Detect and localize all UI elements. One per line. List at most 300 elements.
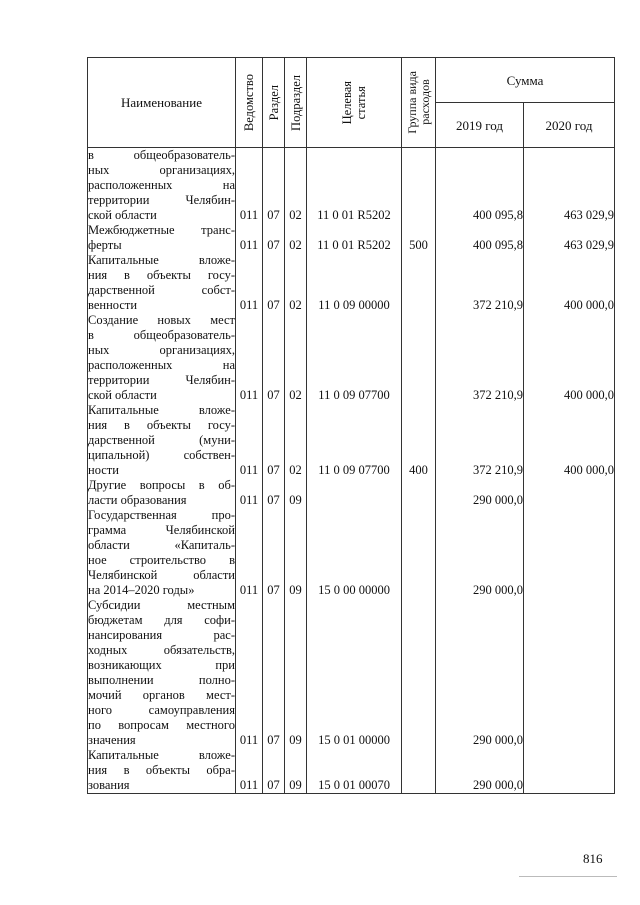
row-group xyxy=(402,373,436,388)
row-sum-2020 xyxy=(524,718,615,733)
table-row xyxy=(88,388,615,403)
row-razdel xyxy=(263,688,285,703)
row-razdel xyxy=(263,568,285,583)
row-target xyxy=(307,403,402,418)
table-row xyxy=(88,718,615,733)
row-vedomstvo: 011 xyxy=(236,733,263,748)
row-sum-2020 xyxy=(524,283,615,298)
row-razdel xyxy=(263,283,285,298)
row-razdel xyxy=(263,268,285,283)
table-row xyxy=(88,508,615,523)
table-row xyxy=(88,328,615,343)
row-razdel xyxy=(263,403,285,418)
row-name-line: ния в объекты госу- xyxy=(88,268,235,282)
row-sum-2020 xyxy=(524,553,615,568)
table-row xyxy=(88,703,615,718)
row-sum-2019 xyxy=(436,643,524,658)
table-row xyxy=(88,583,615,598)
row-podrazdel: 09 xyxy=(285,583,307,598)
row-razdel xyxy=(263,538,285,553)
row-sum-2020 xyxy=(524,748,615,763)
row-podrazdel xyxy=(285,358,307,373)
row-target xyxy=(307,178,402,193)
row-vedomstvo xyxy=(236,673,263,688)
row-vedomstvo xyxy=(236,508,263,523)
row-sum-2019 xyxy=(436,268,524,283)
row-razdel xyxy=(263,508,285,523)
row-razdel xyxy=(263,343,285,358)
row-sum-2019: 290 000,0 xyxy=(436,733,524,748)
row-target xyxy=(307,448,402,463)
row-name-line: Государственная про- xyxy=(88,508,235,522)
row-name-line: территории Челябин- xyxy=(88,193,235,207)
row-target: 15 0 01 00000 xyxy=(307,733,402,748)
table-row xyxy=(88,163,615,178)
row-razdel: 07 xyxy=(263,238,285,253)
row-podrazdel xyxy=(285,223,307,238)
row-sum-2020 xyxy=(524,448,615,463)
row-vedomstvo xyxy=(236,253,263,268)
row-sum-2019: 290 000,0 xyxy=(436,583,524,598)
row-group xyxy=(402,178,436,193)
row-razdel xyxy=(263,253,285,268)
row-podrazdel: 02 xyxy=(285,388,307,403)
row-vedomstvo: 011 xyxy=(236,778,263,794)
row-name-line: значения xyxy=(88,733,236,748)
row-target xyxy=(307,478,402,493)
row-podrazdel: 09 xyxy=(285,778,307,794)
row-sum-2020 xyxy=(524,643,615,658)
row-razdel xyxy=(263,148,285,164)
header-year-2020: 2020 год xyxy=(524,103,615,148)
row-sum-2020 xyxy=(524,148,615,164)
row-target: 11 0 01 R5202 xyxy=(307,238,402,253)
row-sum-2019 xyxy=(436,328,524,343)
row-vedomstvo xyxy=(236,598,263,613)
row-podrazdel xyxy=(285,313,307,328)
row-sum-2019: 372 210,9 xyxy=(436,463,524,478)
row-name-line: Капитальные вложе- xyxy=(88,403,235,417)
row-podrazdel xyxy=(285,268,307,283)
row-target xyxy=(307,523,402,538)
row-vedomstvo: 011 xyxy=(236,493,263,508)
row-target: 11 0 01 R5202 xyxy=(307,208,402,223)
row-sum-2019 xyxy=(436,313,524,328)
row-group xyxy=(402,358,436,373)
row-podrazdel xyxy=(285,553,307,568)
row-group xyxy=(402,223,436,238)
row-vedomstvo xyxy=(236,448,263,463)
row-target xyxy=(307,358,402,373)
row-razdel xyxy=(263,613,285,628)
row-sum-2019 xyxy=(436,358,524,373)
row-podrazdel xyxy=(285,508,307,523)
row-group xyxy=(402,478,436,493)
table-row xyxy=(88,628,615,643)
row-razdel xyxy=(263,448,285,463)
row-razdel xyxy=(263,433,285,448)
header-razdel: Раздел xyxy=(263,58,285,148)
row-group xyxy=(402,388,436,403)
row-group xyxy=(402,298,436,313)
row-name-line: области «Капиталь- xyxy=(88,538,235,552)
table-row xyxy=(88,418,615,433)
row-name-line: Капитальные вложе- xyxy=(88,748,235,762)
row-sum-2019 xyxy=(436,178,524,193)
row-vedomstvo xyxy=(236,748,263,763)
row-vedomstvo xyxy=(236,328,263,343)
row-sum-2020: 400 000,0 xyxy=(524,463,615,478)
row-sum-2019 xyxy=(436,748,524,763)
row-vedomstvo: 011 xyxy=(236,238,263,253)
row-sum-2019 xyxy=(436,478,524,493)
row-podrazdel xyxy=(285,673,307,688)
row-target xyxy=(307,313,402,328)
row-podrazdel xyxy=(285,538,307,553)
table-row xyxy=(88,733,615,748)
row-razdel xyxy=(263,178,285,193)
row-sum-2019: 290 000,0 xyxy=(436,778,524,794)
row-sum-2020 xyxy=(524,343,615,358)
row-sum-2020 xyxy=(524,598,615,613)
row-target: 11 0 09 07700 xyxy=(307,463,402,478)
row-razdel xyxy=(263,643,285,658)
table-row xyxy=(88,178,615,193)
row-name-line: ных организациях, xyxy=(88,343,235,357)
row-name-line: бюджетам для софи- xyxy=(88,613,235,627)
row-vedomstvo xyxy=(236,268,263,283)
row-name-line: ферты xyxy=(88,238,236,253)
row-podrazdel xyxy=(285,703,307,718)
header-group: Группа вида расходов xyxy=(402,58,436,148)
row-sum-2020 xyxy=(524,538,615,553)
row-name-line: ласти образования xyxy=(88,493,236,508)
row-razdel: 07 xyxy=(263,298,285,313)
row-group xyxy=(402,163,436,178)
row-vedomstvo: 011 xyxy=(236,208,263,223)
row-vedomstvo xyxy=(236,538,263,553)
row-target xyxy=(307,673,402,688)
table-row xyxy=(88,253,615,268)
row-vedomstvo xyxy=(236,718,263,733)
table-row xyxy=(88,613,615,628)
row-name-line: выполнении полно- xyxy=(88,673,235,687)
row-razdel xyxy=(263,628,285,643)
table-row xyxy=(88,688,615,703)
row-sum-2019: 372 210,9 xyxy=(436,298,524,313)
row-podrazdel xyxy=(285,148,307,164)
row-podrazdel xyxy=(285,178,307,193)
row-podrazdel: 02 xyxy=(285,463,307,478)
row-podrazdel xyxy=(285,748,307,763)
row-podrazdel xyxy=(285,253,307,268)
row-target xyxy=(307,508,402,523)
row-target xyxy=(307,643,402,658)
row-target xyxy=(307,433,402,448)
row-razdel xyxy=(263,763,285,778)
row-podrazdel xyxy=(285,688,307,703)
row-vedomstvo xyxy=(236,163,263,178)
row-razdel xyxy=(263,223,285,238)
row-group xyxy=(402,673,436,688)
table-row xyxy=(88,223,615,238)
row-group xyxy=(402,283,436,298)
row-group xyxy=(402,703,436,718)
row-sum-2019: 400 095,8 xyxy=(436,208,524,223)
row-razdel xyxy=(263,523,285,538)
row-group xyxy=(402,718,436,733)
row-sum-2019 xyxy=(436,163,524,178)
row-target: 11 0 09 07700 xyxy=(307,388,402,403)
table-header xyxy=(88,58,615,148)
row-target xyxy=(307,163,402,178)
row-group xyxy=(402,538,436,553)
row-razdel xyxy=(263,193,285,208)
row-sum-2020 xyxy=(524,418,615,433)
row-name-line: нансирования рас- xyxy=(88,628,235,642)
row-vedomstvo xyxy=(236,523,263,538)
row-sum-2019 xyxy=(436,718,524,733)
row-name-line: в общеобразователь- xyxy=(88,148,235,162)
row-group: 500 xyxy=(402,238,436,253)
row-podrazdel xyxy=(285,373,307,388)
row-vedomstvo xyxy=(236,688,263,703)
row-sum-2020 xyxy=(524,328,615,343)
row-sum-2019 xyxy=(436,448,524,463)
row-razdel xyxy=(263,703,285,718)
row-sum-2019 xyxy=(436,373,524,388)
row-name-line: ное строительство в xyxy=(88,553,235,567)
row-group xyxy=(402,268,436,283)
row-target xyxy=(307,343,402,358)
row-sum-2020 xyxy=(524,178,615,193)
row-target xyxy=(307,703,402,718)
row-name-line: в общеобразователь- xyxy=(88,328,235,342)
table-row xyxy=(88,358,615,373)
row-target xyxy=(307,283,402,298)
row-sum-2019 xyxy=(436,763,524,778)
row-razdel xyxy=(263,553,285,568)
row-razdel xyxy=(263,658,285,673)
table-row xyxy=(88,778,615,794)
row-sum-2020 xyxy=(524,163,615,178)
row-name-line: ходных обязательств, xyxy=(88,643,235,657)
row-sum-2019 xyxy=(436,283,524,298)
row-name-line: ния в объекты обра- xyxy=(88,763,235,777)
row-group xyxy=(402,523,436,538)
row-name-line: территории Челябин- xyxy=(88,373,235,387)
row-sum-2020: 463 029,9 xyxy=(524,238,615,253)
row-name-line: дарственной собст- xyxy=(88,283,235,297)
budget-table xyxy=(87,57,615,794)
table-row xyxy=(88,283,615,298)
row-podrazdel xyxy=(285,193,307,208)
table-row xyxy=(88,763,615,778)
header-year-2019: 2019 год xyxy=(436,103,524,148)
row-sum-2020: 400 000,0 xyxy=(524,298,615,313)
row-razdel xyxy=(263,748,285,763)
table-row xyxy=(88,148,615,164)
row-sum-2020 xyxy=(524,628,615,643)
header-vedomstvo: Ведомство xyxy=(236,58,263,148)
row-target xyxy=(307,613,402,628)
row-sum-2019 xyxy=(436,673,524,688)
row-target xyxy=(307,658,402,673)
row-sum-2019 xyxy=(436,418,524,433)
row-razdel xyxy=(263,478,285,493)
row-vedomstvo: 011 xyxy=(236,298,263,313)
page-number: 816 xyxy=(583,851,603,866)
row-vedomstvo xyxy=(236,658,263,673)
row-group xyxy=(402,343,436,358)
row-target xyxy=(307,598,402,613)
row-group: 400 xyxy=(402,463,436,478)
table-row xyxy=(88,553,615,568)
row-name-line: по вопросам местного xyxy=(88,718,235,732)
row-vedomstvo xyxy=(236,433,263,448)
row-target xyxy=(307,568,402,583)
header-target: Целевая статья xyxy=(307,58,402,148)
row-name-line: Другие вопросы в об- xyxy=(88,478,235,492)
row-sum-2020 xyxy=(524,403,615,418)
row-group xyxy=(402,313,436,328)
table-row xyxy=(88,673,615,688)
table-row xyxy=(88,748,615,763)
row-group xyxy=(402,433,436,448)
table-row xyxy=(88,193,615,208)
table-row xyxy=(88,463,615,478)
row-vedomstvo xyxy=(236,553,263,568)
row-vedomstvo xyxy=(236,478,263,493)
row-vedomstvo xyxy=(236,313,263,328)
row-name-line: зования xyxy=(88,778,236,794)
row-podrazdel xyxy=(285,598,307,613)
row-target xyxy=(307,373,402,388)
row-name-line: Челябинской области xyxy=(88,568,235,582)
row-razdel xyxy=(263,418,285,433)
row-name-line: ской области xyxy=(88,208,236,223)
row-name-line: ципальной) собствен- xyxy=(88,448,235,462)
row-name-line: расположенных на xyxy=(88,358,235,372)
row-sum-2019 xyxy=(436,343,524,358)
row-vedomstvo xyxy=(236,148,263,164)
row-podrazdel xyxy=(285,763,307,778)
row-vedomstvo xyxy=(236,343,263,358)
row-podrazdel xyxy=(285,163,307,178)
row-group xyxy=(402,403,436,418)
table-row xyxy=(88,298,615,313)
row-target xyxy=(307,268,402,283)
row-target xyxy=(307,553,402,568)
row-target xyxy=(307,253,402,268)
table-row xyxy=(88,643,615,658)
row-podrazdel xyxy=(285,643,307,658)
row-sum-2020 xyxy=(524,733,615,748)
row-sum-2019 xyxy=(436,598,524,613)
row-sum-2020: 400 000,0 xyxy=(524,388,615,403)
row-podrazdel xyxy=(285,343,307,358)
row-sum-2020 xyxy=(524,688,615,703)
row-group xyxy=(402,658,436,673)
row-sum-2019 xyxy=(436,538,524,553)
row-name-line: на 2014–2020 годы» xyxy=(88,583,236,598)
row-name-line: ности xyxy=(88,463,236,478)
row-target xyxy=(307,538,402,553)
row-razdel: 07 xyxy=(263,778,285,794)
row-podrazdel xyxy=(285,568,307,583)
table-row xyxy=(88,403,615,418)
row-podrazdel xyxy=(285,283,307,298)
row-group xyxy=(402,613,436,628)
row-group xyxy=(402,208,436,223)
row-sum-2019 xyxy=(436,553,524,568)
row-vedomstvo xyxy=(236,703,263,718)
row-sum-2020 xyxy=(524,433,615,448)
table-row xyxy=(88,313,615,328)
row-podrazdel xyxy=(285,403,307,418)
row-vedomstvo xyxy=(236,358,263,373)
row-vedomstvo xyxy=(236,283,263,298)
row-sum-2019 xyxy=(436,703,524,718)
row-group xyxy=(402,763,436,778)
row-sum-2020 xyxy=(524,253,615,268)
row-target: 15 0 01 00070 xyxy=(307,778,402,794)
row-target xyxy=(307,748,402,763)
row-sum-2020 xyxy=(524,763,615,778)
table-row xyxy=(88,478,615,493)
row-razdel: 07 xyxy=(263,733,285,748)
row-podrazdel: 09 xyxy=(285,493,307,508)
row-vedomstvo: 011 xyxy=(236,463,263,478)
row-target xyxy=(307,193,402,208)
row-sum-2020 xyxy=(524,373,615,388)
table-row xyxy=(88,568,615,583)
row-sum-2020 xyxy=(524,313,615,328)
row-razdel xyxy=(263,718,285,733)
table-body xyxy=(88,148,615,794)
row-sum-2019 xyxy=(436,688,524,703)
row-podrazdel: 09 xyxy=(285,733,307,748)
row-group xyxy=(402,493,436,508)
row-vedomstvo: 011 xyxy=(236,388,263,403)
row-podrazdel xyxy=(285,478,307,493)
row-vedomstvo xyxy=(236,403,263,418)
row-sum-2019 xyxy=(436,613,524,628)
row-name-line: ных организациях, xyxy=(88,163,235,177)
row-target: 15 0 00 00000 xyxy=(307,583,402,598)
row-name-line: Субсидии местным xyxy=(88,598,235,612)
table-row xyxy=(88,433,615,448)
table-row xyxy=(88,523,615,538)
table-row xyxy=(88,208,615,223)
row-razdel: 07 xyxy=(263,493,285,508)
header-sum: Сумма xyxy=(436,58,615,103)
table-row xyxy=(88,343,615,358)
row-sum-2020 xyxy=(524,358,615,373)
row-group xyxy=(402,643,436,658)
row-sum-2020 xyxy=(524,268,615,283)
row-razdel: 07 xyxy=(263,463,285,478)
row-group xyxy=(402,733,436,748)
row-vedomstvo xyxy=(236,418,263,433)
row-vedomstvo xyxy=(236,373,263,388)
row-name-line: Межбюджетные транс- xyxy=(88,223,235,237)
row-vedomstvo xyxy=(236,763,263,778)
row-name-line: венности xyxy=(88,298,236,313)
row-name-line: возникающих при xyxy=(88,658,235,672)
row-razdel xyxy=(263,358,285,373)
row-sum-2020 xyxy=(524,223,615,238)
